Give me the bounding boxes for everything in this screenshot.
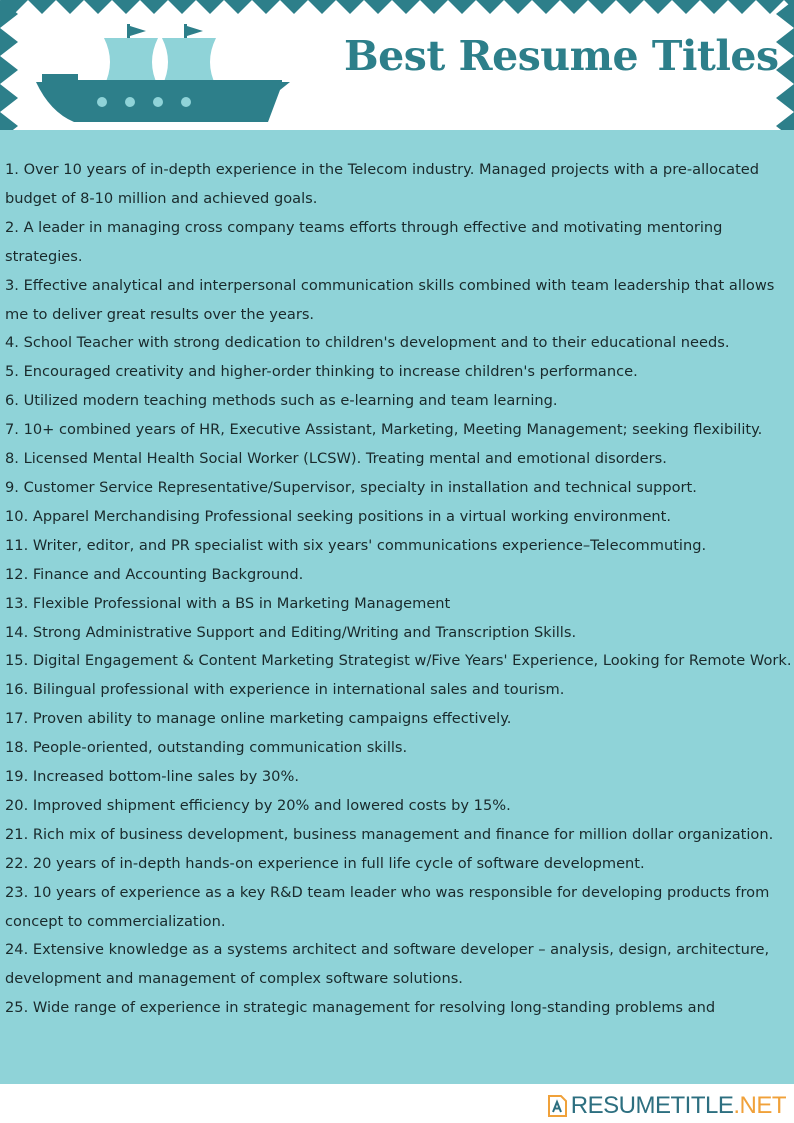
zigzag-left-border xyxy=(0,0,24,130)
brand-text-resume: RESUME xyxy=(570,1092,671,1119)
list-item: 13. Flexible Professional with a BS in Marketing Management xyxy=(5,594,451,612)
zigzag-tooth xyxy=(84,0,112,14)
zigzag-tooth xyxy=(700,0,728,14)
list-item: 5. Encouraged creativity and higher-order thinking to increase children's performance. xyxy=(5,363,638,381)
list-item: 1. Over 10 years of in-depth experience in the Telecom industry. Managed projects with a pre-allocated budget of 8-10 million and achieved goals. xyxy=(5,161,760,207)
zigzag-tooth xyxy=(644,0,672,14)
list-item: 20. Improved shipment efficiency by 20% and lowered costs by 15%. xyxy=(5,796,511,814)
zigzag-tooth xyxy=(448,0,476,14)
zigzag-tooth xyxy=(504,0,532,14)
list-item: 8. Licensed Mental Health Social Worker (LCSW). Treating mental and emotional disorders. xyxy=(5,450,667,468)
zigzag-tooth xyxy=(112,0,140,14)
list-item: 3. Effective analytical and interpersonal communication skills combined with team leadership that allows me to deliver great results over the years. xyxy=(5,276,775,323)
list-item: 4. School Teacher with strong dedication to children's development and to their educational needs. xyxy=(5,334,730,352)
zigzag-tooth xyxy=(28,0,56,14)
resume-title-list xyxy=(0,156,794,1023)
zigzag-tooth xyxy=(420,0,448,14)
list-item: 10. Apparel Merchandising Professional seeking positions in a virtual working environment. xyxy=(5,507,672,525)
list-item: 21. Rich mix of business development, business management and finance for million dollar organization. xyxy=(5,825,774,843)
zigzag-tooth xyxy=(336,0,364,14)
list-item: 17. Proven ability to manage online marketing campaigns effectively. xyxy=(5,710,512,728)
list-item: 11. Writer, editor, and PR specialist with six years' communications experience–Telecommuting. xyxy=(5,536,707,554)
footer xyxy=(0,1084,794,1123)
list-item: 24. Extensive knowledge as a systems architect and software developer – analysis, design, architecture, development and management of complex software solutions. xyxy=(5,941,770,988)
header xyxy=(0,0,794,130)
zigzag-tooth xyxy=(588,0,616,14)
brand-logo[interactable] xyxy=(546,1092,786,1120)
zigzag-tooth xyxy=(776,112,794,130)
list-item: 22. 20 years of in-depth hands-on experience in full life cycle of software development. xyxy=(5,854,645,872)
zigzag-tooth xyxy=(0,28,18,56)
zigzag-tooth xyxy=(140,0,168,14)
zigzag-tooth xyxy=(532,0,560,14)
brand-text-title: TITLE xyxy=(670,1092,734,1119)
list-item: 23. 10 years of experience as a key R&D team leader who was responsible for developing products from concept to commercialization. xyxy=(5,883,770,930)
list-item: 15. Digital Engagement & Content Marketing Strategist w/Five Years' Experience, Looking for Remote Work. xyxy=(5,652,792,670)
zigzag-tooth xyxy=(672,0,700,14)
zigzag-tooth xyxy=(168,0,196,14)
zigzag-tooth xyxy=(280,0,308,14)
zigzag-tooth xyxy=(224,0,252,14)
zigzag-tooth xyxy=(560,0,588,14)
zigzag-tooth xyxy=(776,56,794,84)
zigzag-top-border xyxy=(0,0,794,16)
list-item: 9. Customer Service Representative/Supervisor, specialty in installation and technical support. xyxy=(5,478,697,496)
brand-text-net: .NET xyxy=(733,1092,786,1119)
list-item: 16. Bilingual professional with experience in international sales and tourism. xyxy=(5,681,565,699)
zigzag-tooth xyxy=(364,0,392,14)
zigzag-tooth xyxy=(0,112,18,130)
list-item: 2. A leader in managing cross company teams efforts through effective and motivating mentoring strategies. xyxy=(5,218,723,265)
zigzag-tooth xyxy=(252,0,280,14)
zigzag-tooth xyxy=(728,0,756,14)
list-item: 19. Increased bottom-line sales by 30%. xyxy=(5,768,299,786)
zigzag-tooth xyxy=(776,84,794,112)
list-item: 6. Utilized modern teaching methods such as e-learning and team learning. xyxy=(5,392,558,410)
list-item: 18. People-oriented, outstanding communication skills. xyxy=(5,739,408,757)
zigzag-tooth xyxy=(308,0,336,14)
list-item: 12. Finance and Accounting Background. xyxy=(5,565,304,583)
list-item: 7. 10+ combined years of HR, Executive Assistant, Marketing, Meeting Management; seeking flexibility. xyxy=(5,421,763,439)
zigzag-tooth xyxy=(0,84,18,112)
zigzag-tooth xyxy=(0,0,18,28)
zigzag-tooth xyxy=(776,0,794,28)
page-title: Best Resume Titles xyxy=(344,32,779,80)
list-item: 25. Wide range of experience in strategic management for resolving long-standing problems and xyxy=(5,999,716,1017)
zigzag-tooth xyxy=(776,28,794,56)
zigzag-tooth xyxy=(196,0,224,14)
zigzag-tooth xyxy=(616,0,644,14)
zigzag-tooth xyxy=(476,0,504,14)
document-logo-icon xyxy=(546,1094,568,1118)
zigzag-tooth xyxy=(56,0,84,14)
list-item: 14. Strong Administrative Support and Editing/Writing and Transcription Skills. xyxy=(5,623,577,641)
ship-icon xyxy=(36,22,296,130)
zigzag-tooth xyxy=(0,56,18,84)
zigzag-tooth xyxy=(392,0,420,14)
